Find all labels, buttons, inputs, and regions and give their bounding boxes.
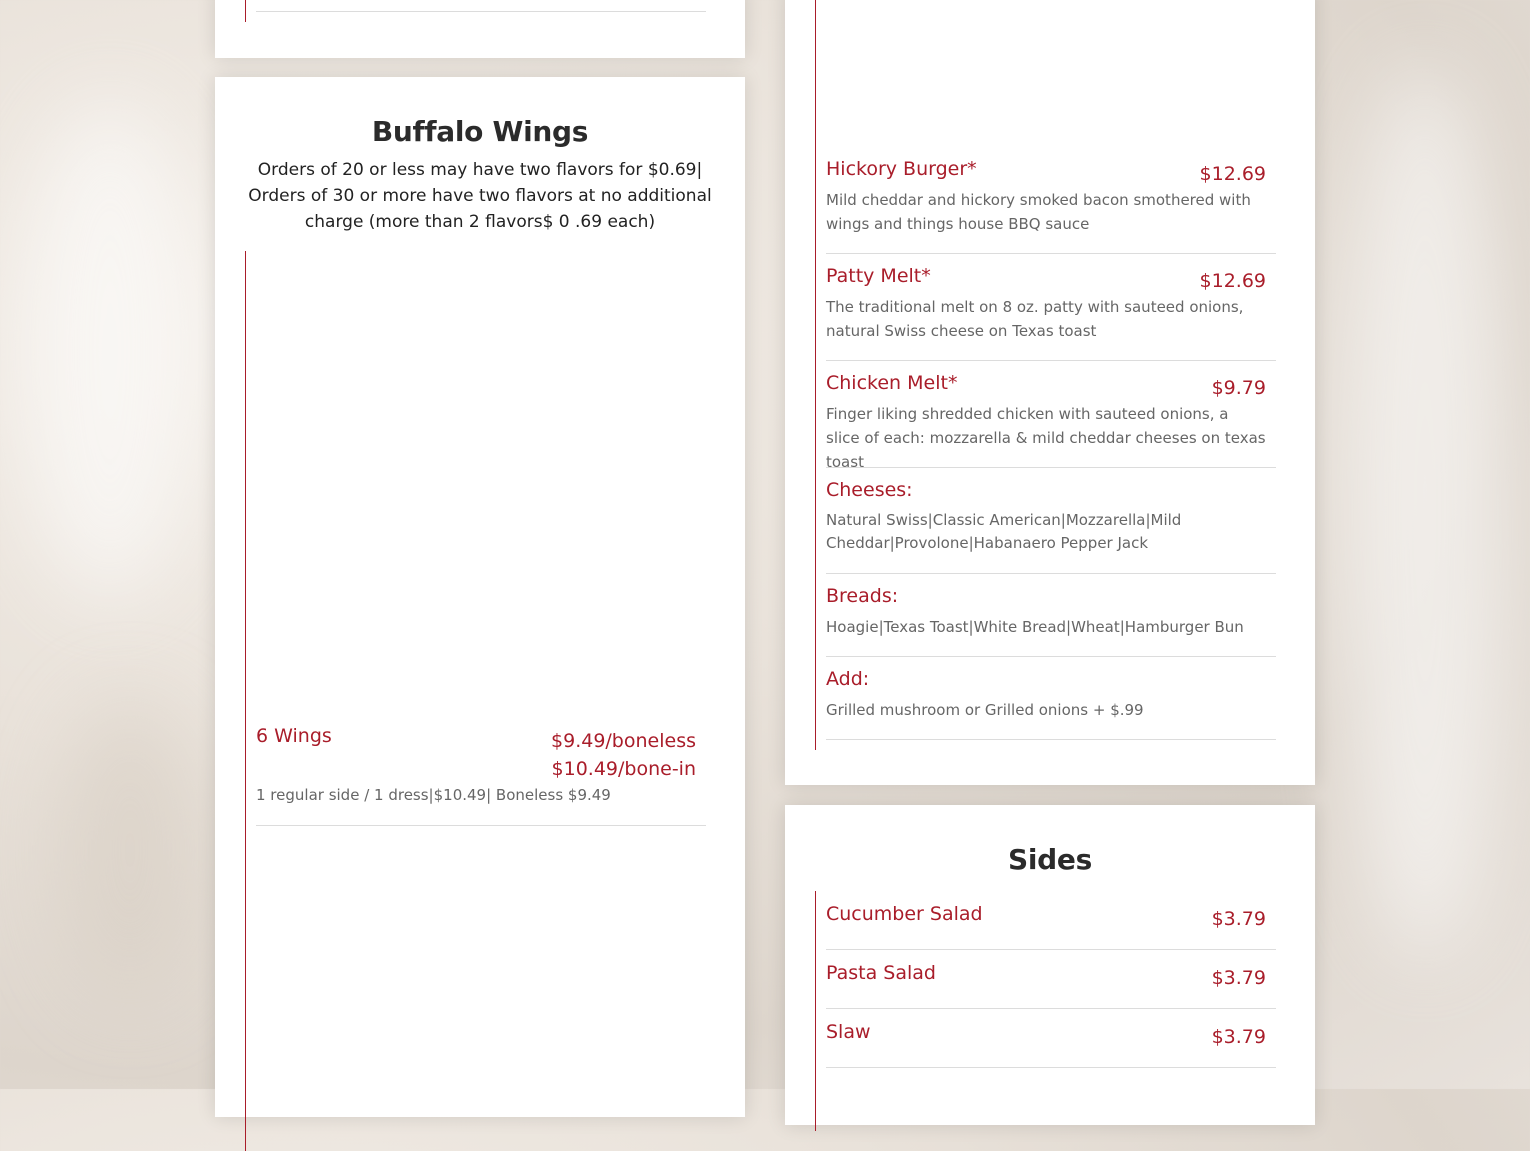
- sides-card: [785, 805, 1315, 1125]
- item-image-placeholder: [256, 251, 706, 721]
- item-name: Chicken Melt*: [826, 372, 958, 394]
- item-name: Cheeses:: [826, 479, 913, 501]
- item-description: The traditional melt on 8 oz. patty with sauteed onions, natural Swiss cheese on Texas toast: [826, 298, 1244, 340]
- menu-item[interactable]: [826, 265, 1276, 361]
- item-name: 6 Wings: [256, 725, 332, 747]
- background-texture: [1340, 60, 1510, 960]
- menu-item[interactable]: [826, 1021, 1276, 1068]
- item-price: $12.69: [1199, 163, 1266, 185]
- item-name: Slaw: [826, 1021, 871, 1043]
- item-name: Patty Melt*: [826, 265, 931, 287]
- item-price: $3.79: [1211, 1026, 1266, 1048]
- burgers-card: [785, 0, 1315, 785]
- menu-item[interactable]: [826, 158, 1276, 254]
- previous-section-card: [215, 0, 745, 58]
- item-description: 1 regular side / 1 dress|$10.49| Boneless $9.49: [256, 786, 611, 804]
- wings-menu-list: [245, 251, 706, 1151]
- item-description: Mild cheddar and hickory smoked bacon smothered with wings and things house BBQ sauce: [826, 191, 1251, 233]
- burgers-menu-list: [815, 0, 1276, 750]
- item-price: $3.79: [1211, 967, 1266, 989]
- sides-menu-list: [815, 891, 1276, 1131]
- item-name: Add:: [826, 668, 870, 690]
- item-price: $3.79: [1211, 908, 1266, 930]
- item-name: Hickory Burger*: [826, 158, 977, 180]
- background-texture: [20, 100, 200, 600]
- item-description: Grilled mushroom or Grilled onions + $.99: [826, 701, 1144, 719]
- menu-item[interactable]: [826, 962, 1276, 1009]
- menu-item[interactable]: [826, 479, 1276, 574]
- section-title: Sides: [1008, 843, 1092, 876]
- menu-item[interactable]: [826, 668, 1276, 740]
- section-title: Buffalo Wings: [371, 115, 589, 148]
- section-description: Orders of 20 or less may have two flavors for $0.69| Orders of 30 or more have two flavors at no additional charge (more than 2 flavors$ 0 .69 each): [248, 160, 712, 232]
- menu-item[interactable]: [826, 903, 1276, 950]
- previous-menu-list: [245, 0, 706, 22]
- divider: [256, 11, 706, 12]
- item-price: $12.69: [1199, 270, 1266, 292]
- item-price-bone-in: $10.49/bone-in: [551, 758, 696, 780]
- item-name: Breads:: [826, 585, 899, 607]
- item-description: Hoagie|Texas Toast|White Bread|Wheat|Hamburger Bun: [826, 618, 1244, 636]
- item-price-boneless: $9.49/boneless: [551, 730, 696, 752]
- menu-item[interactable]: [826, 585, 1276, 657]
- item-image-placeholder: [826, 0, 1276, 150]
- item-description: Finger liking shredded chicken with sauteed onions, a slice of each: mozzarella & mild cheddar cheeses on texas toast: [826, 405, 1266, 471]
- item-name: Pasta Salad: [826, 962, 936, 984]
- background-texture: [60, 700, 200, 1000]
- buffalo-wings-card: [215, 77, 745, 1117]
- item-description: Natural Swiss|Classic American|Mozzarella|Mild Cheddar|Provolone|Habanaero Pepper Jack: [826, 511, 1182, 552]
- item-price: $9.79: [1211, 377, 1266, 399]
- menu-item[interactable]: [826, 372, 1276, 471]
- item-price: [551, 727, 696, 783]
- menu-item[interactable]: [256, 725, 706, 826]
- item-name: Cucumber Salad: [826, 903, 983, 925]
